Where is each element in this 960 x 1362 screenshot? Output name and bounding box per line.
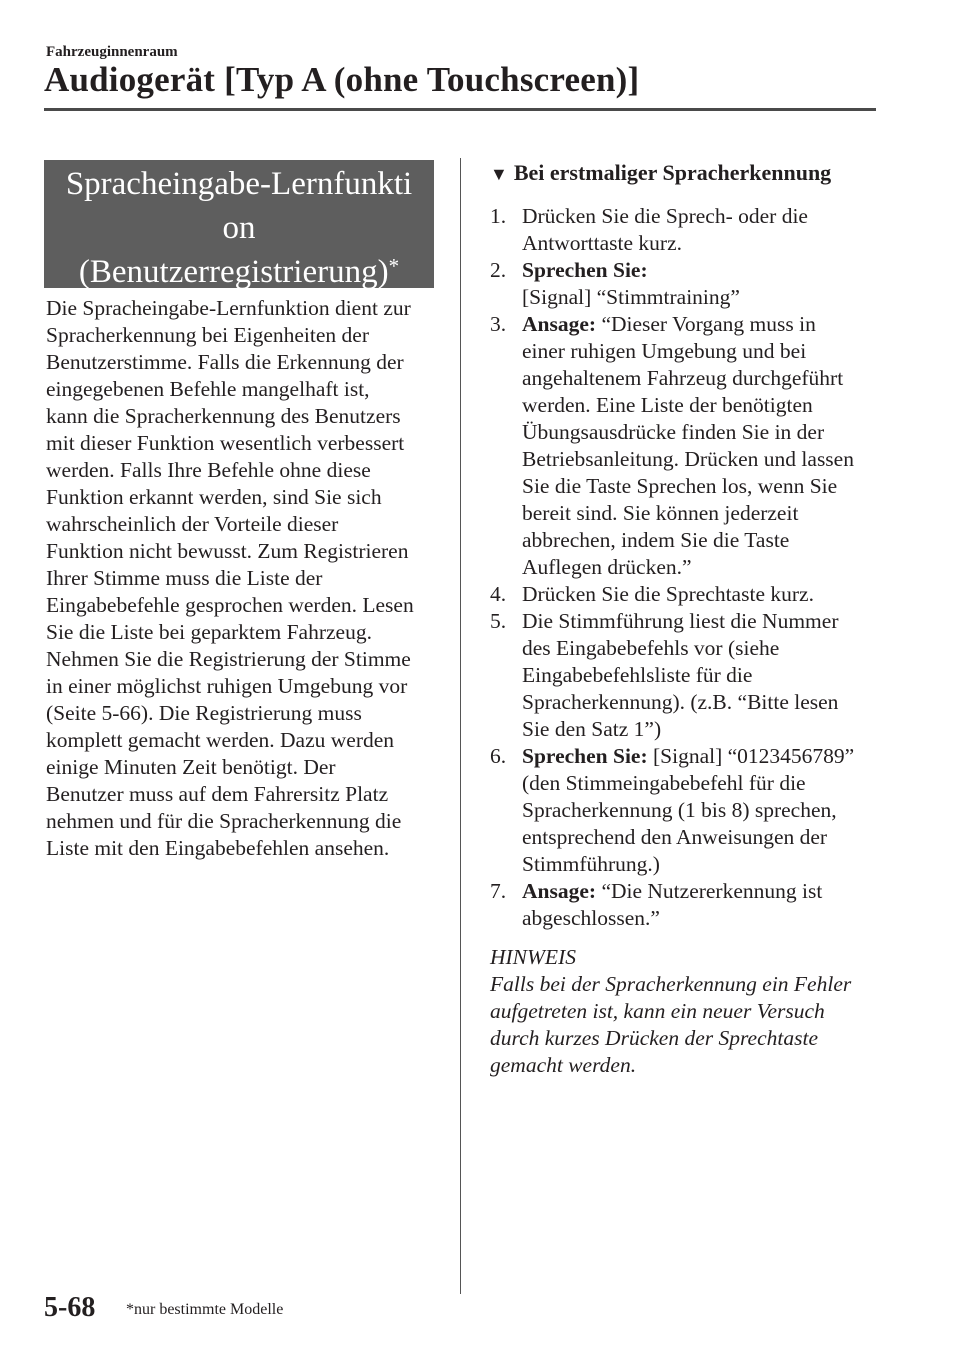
subsection-heading — [490, 160, 831, 186]
intro-line: Sie die Liste bei geparktem Fahrzeug. — [46, 620, 372, 644]
intro-line: nehmen und für die Spracherkennung die — [46, 809, 402, 833]
intro-line: eingegebenen Befehle mangelhaft ist, — [46, 377, 370, 401]
intro-line: in einer möglichst ruhigen Umgebung vor — [46, 674, 408, 698]
step-number: 3. — [490, 312, 507, 336]
page-number: 5-68 — [44, 1292, 96, 1323]
step-line: einer ruhigen Umgebung und bei — [522, 339, 807, 363]
step-text — [522, 608, 839, 743]
step-line: Spracherkennung (1 bis 8) sprechen, — [522, 798, 837, 822]
step-line-text: “Die Nutzererkennung ist — [596, 879, 823, 903]
note-line: Falls bei der Spracherkennung ein Fehler — [490, 972, 852, 996]
step-line: Spracherkennung). (z.B. “Bitte lesen — [522, 690, 839, 714]
intro-line: komplett gemacht werden. Dazu werden — [46, 728, 395, 752]
triangle-down-icon: ▼ — [490, 164, 508, 184]
intro-line: Benutzerstimme. Falls die Erkennung der — [46, 350, 404, 374]
step-line: entsprechend den Anweisungen der — [522, 825, 828, 849]
step-item — [490, 311, 890, 581]
step-text — [522, 581, 814, 608]
step-label: Sprechen Sie: — [522, 258, 648, 282]
step-line: abbrechen, indem Sie die Taste — [522, 528, 790, 552]
step-label: Ansage: — [522, 312, 597, 336]
step-text — [522, 257, 740, 311]
subsection-heading-text: Bei erstmaliger Spracherkennung — [513, 160, 832, 185]
intro-paragraph — [46, 295, 456, 862]
step-text — [522, 743, 854, 878]
intro-line: Ihrer Stimme muss die Liste der — [46, 566, 323, 590]
step-line — [522, 257, 740, 284]
step-line: Übungsausdrücke finden Sie in der — [522, 420, 825, 444]
step-item — [490, 608, 890, 743]
step-item — [490, 743, 890, 878]
step-line: Eingabebefehlsliste für die — [522, 663, 753, 687]
note-line: gemacht werden. — [490, 1053, 637, 1077]
step-item — [490, 878, 890, 932]
intro-line: wahrscheinlich der Vorteile dieser — [46, 512, 339, 536]
step-line: bereit sind. Sie können jederzeit — [522, 501, 799, 525]
section-heading-box — [44, 160, 434, 288]
intro-line: (Seite 5-66). Die Registrierung muss — [46, 701, 362, 725]
step-text — [522, 878, 822, 932]
step-text — [522, 311, 854, 581]
section-heading-line-1: Spracheingabe-Lernfunkti — [65, 166, 413, 202]
note-line: durch kurzes Drücken der Sprechtaste — [490, 1026, 818, 1050]
step-number: 5. — [490, 609, 507, 633]
step-line: Sie die Taste Sprechen los, wenn Sie — [522, 474, 838, 498]
step-line: (den Stimmeingabebefehl für die — [522, 771, 806, 795]
steps-list — [490, 203, 890, 932]
intro-line: einige Minuten Zeit benötigt. Der — [46, 755, 336, 779]
footnote: *nur bestimmte Modelle — [126, 1301, 284, 1318]
page-title: Audiogerät [Typ A (ohne Touchscreen)] — [44, 60, 640, 99]
step-line: Drücken Sie die Sprechtaste kurz. — [522, 582, 814, 606]
step-line-text: “Dieser Vorgang muss in — [596, 312, 816, 336]
step-number: 2. — [490, 258, 507, 282]
step-line: Antworttaste kurz. — [522, 231, 683, 255]
step-number: 1. — [490, 204, 507, 228]
section-heading-line-2: on — [222, 210, 256, 246]
step-item — [490, 581, 890, 608]
step-line: Stimmführung.) — [522, 852, 660, 876]
note-line: aufgetreten ist, kann ein neuer Versuch — [490, 999, 825, 1023]
step-line: Sie den Satz 1”) — [522, 717, 662, 741]
step-line: des Eingabebefehls vor (siehe — [522, 636, 780, 660]
intro-line: Nehmen Sie die Registrierung der Stimme — [46, 647, 411, 671]
intro-line: Liste mit den Eingabebefehlen ansehen. — [46, 836, 390, 860]
intro-line: Funktion erkannt werden, sind Sie sich — [46, 485, 382, 509]
note-block — [490, 944, 890, 1079]
step-item — [490, 203, 890, 257]
intro-line: Spracherkennung bei Eigenheiten der — [46, 323, 369, 347]
step-number: 6. — [490, 744, 507, 768]
intro-line: kann die Spracherkennung des Benutzers — [46, 404, 401, 428]
intro-line: Die Spracheingabe-Lernfunktion dient zur — [46, 296, 411, 320]
step-number: 4. — [490, 582, 507, 606]
section-heading-line-3: (Benutzerregistrierung)* — [78, 254, 400, 290]
step-label: Ansage: — [522, 879, 597, 903]
step-line: werden. Eine Liste der benötigten — [522, 393, 813, 417]
step-line: Die Stimmführung liest die Nummer — [522, 609, 839, 633]
step-line: abgeschlossen.” — [522, 906, 660, 930]
note-title: HINWEIS — [490, 945, 576, 969]
step-label: Sprechen Sie: — [522, 744, 648, 768]
step-line: [Signal] “Stimmtraining” — [522, 285, 740, 309]
column-divider — [460, 158, 461, 1294]
title-rule — [44, 108, 876, 111]
step-line: Drücken Sie die Sprech- oder die — [522, 204, 808, 228]
step-number: 7. — [490, 879, 507, 903]
footnote-marker: * — [388, 254, 400, 278]
running-header: Fahrzeuginnenraum — [46, 44, 178, 60]
step-line — [522, 878, 822, 905]
step-line: Betriebsanleitung. Drücken und lassen — [522, 447, 854, 471]
note-text — [490, 971, 890, 1079]
intro-line: Benutzer muss auf dem Fahrersitz Platz — [46, 782, 389, 806]
step-line: Auflegen drücken.” — [522, 555, 692, 579]
intro-line: mit dieser Funktion wesentlich verbessert — [46, 431, 405, 455]
intro-line: werden. Falls Ihre Befehle ohne diese — [46, 458, 371, 482]
step-line — [522, 311, 854, 338]
step-item — [490, 257, 890, 311]
intro-line: Eingabebefehle gesprochen werden. Lesen — [46, 593, 414, 617]
intro-line: Funktion nicht bewusst. Zum Registrieren — [46, 539, 409, 563]
step-text — [522, 203, 808, 257]
step-line: angehaltenem Fahrzeug durchgeführt — [522, 366, 844, 390]
step-line — [522, 743, 854, 770]
step-line-text: [Signal] “0123456789” — [647, 744, 855, 768]
